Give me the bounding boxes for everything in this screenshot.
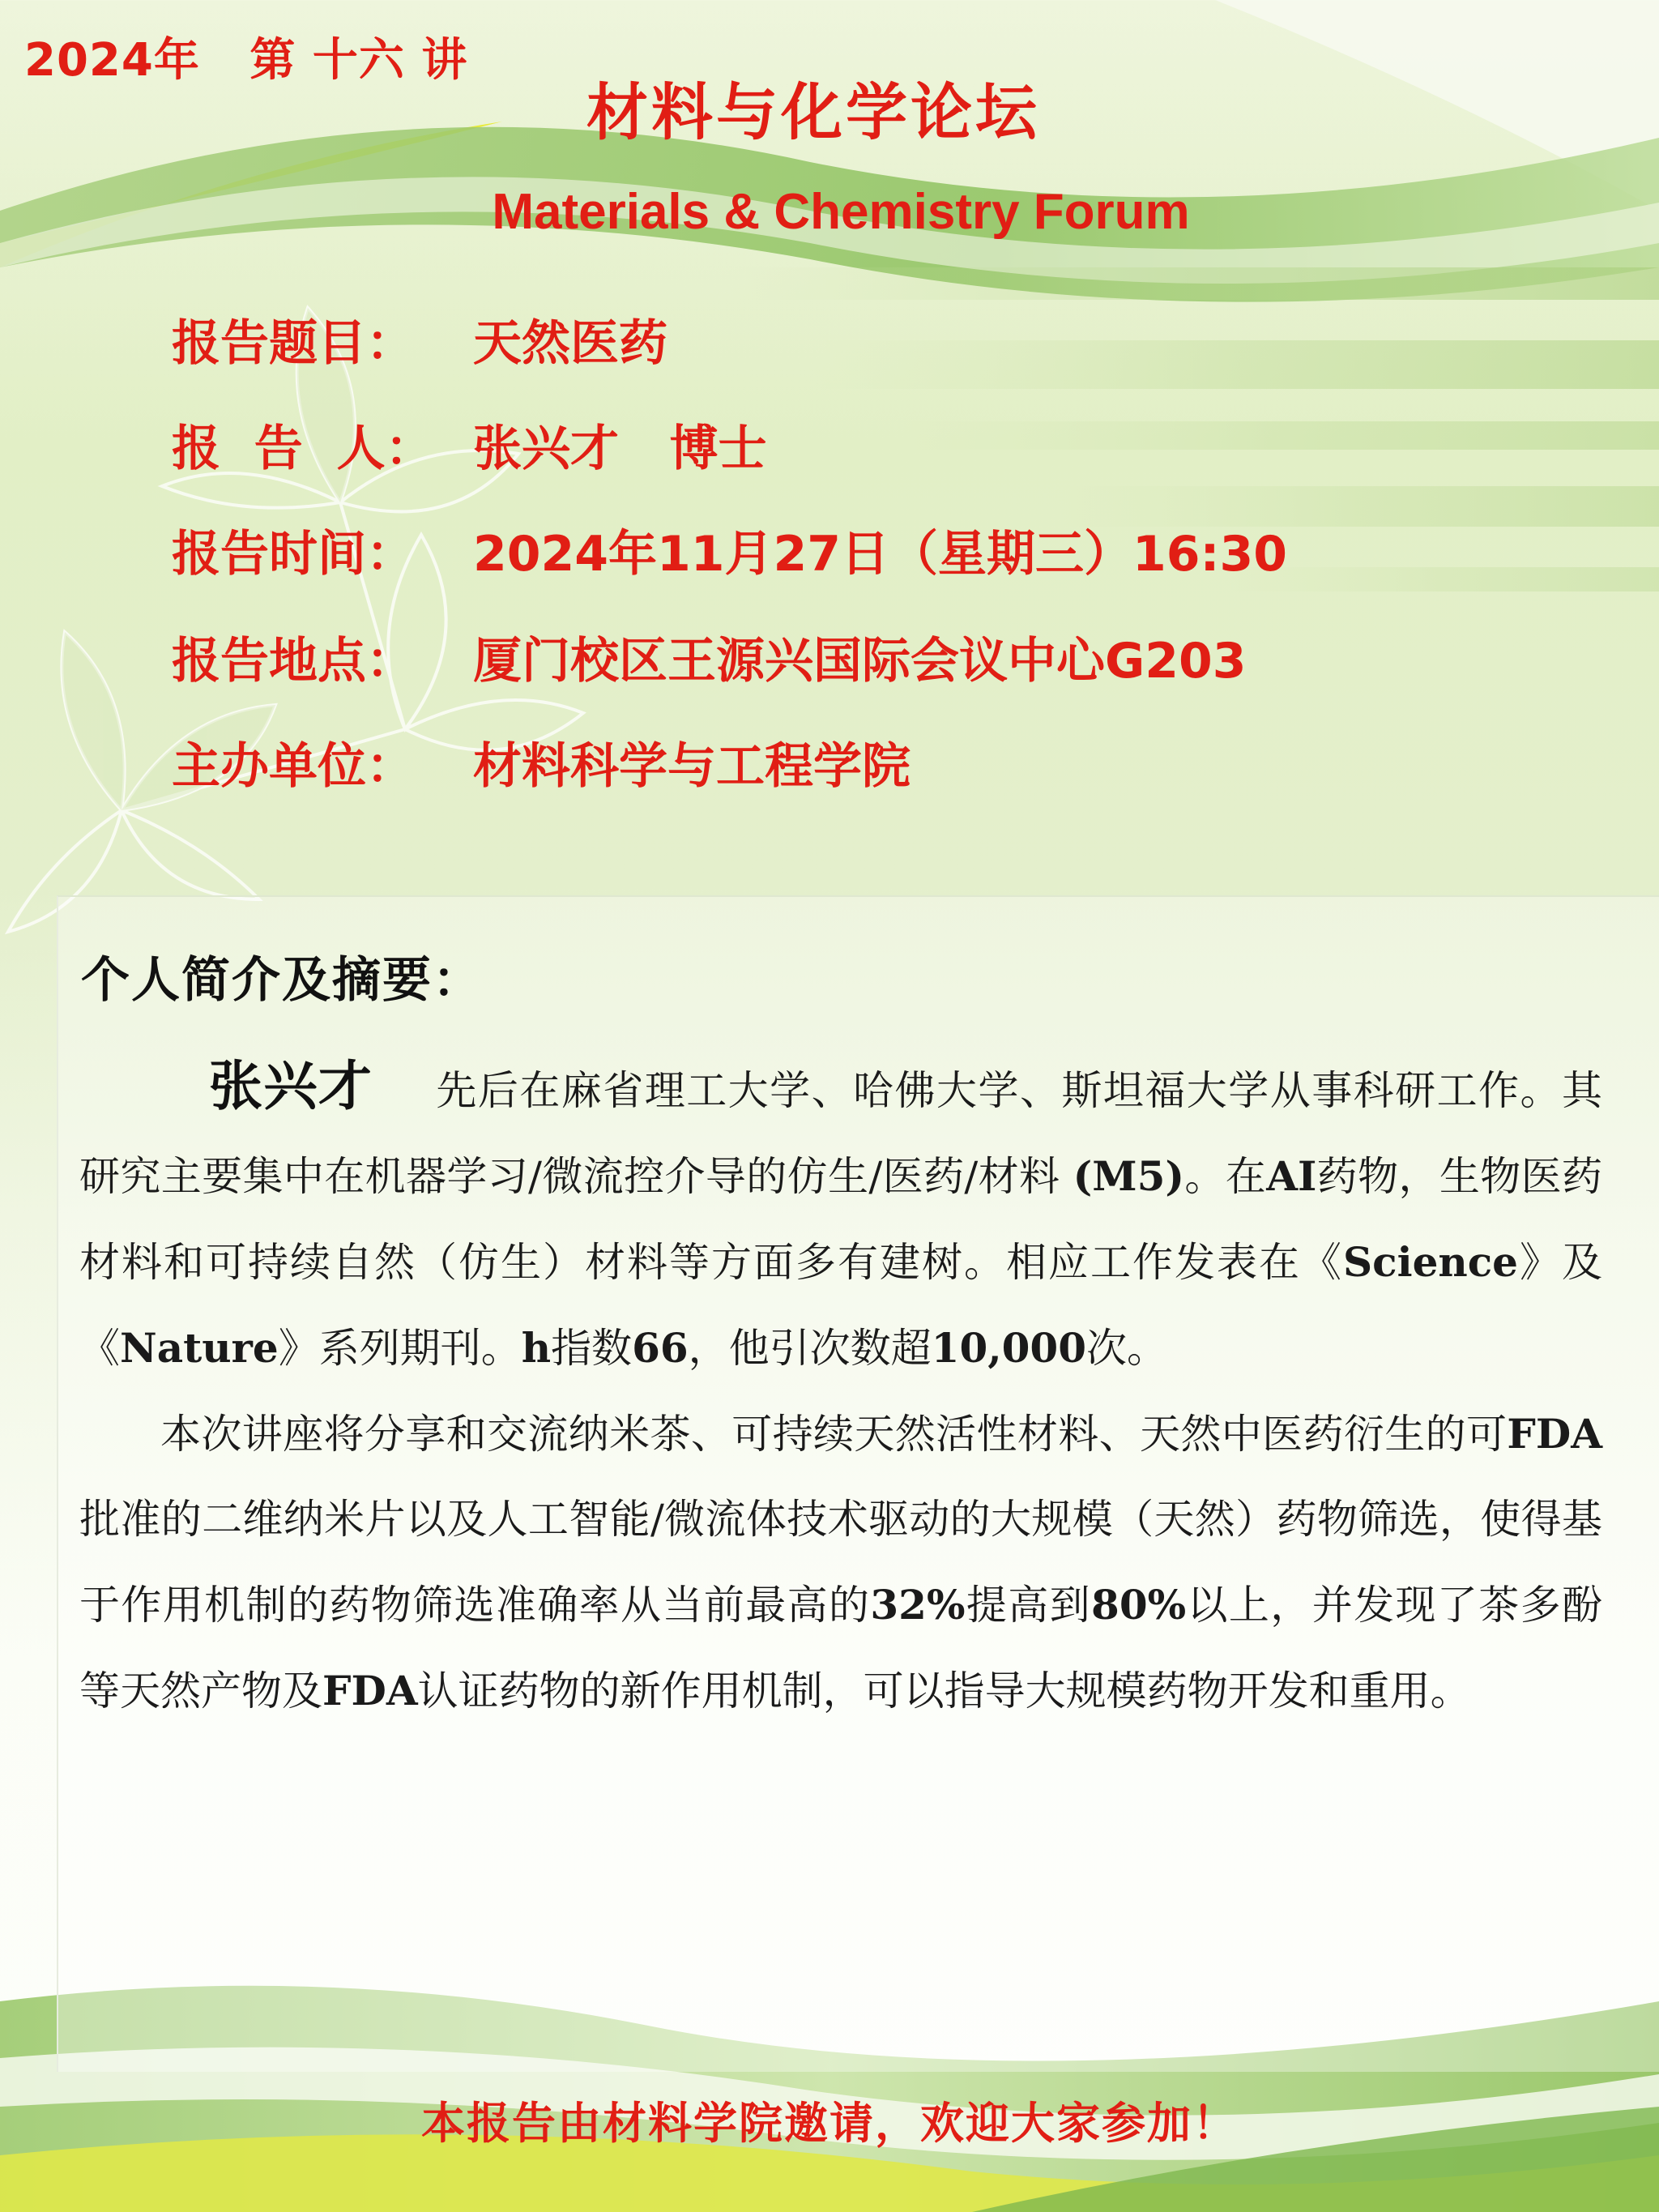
info-value: 2024年11月27日（星期三）16:30 [473, 526, 1287, 583]
text-run-bold: h [521, 1324, 552, 1372]
forum-title-text: 材料与化学论坛 [586, 76, 1040, 148]
text-run: 》及《 [79, 1239, 1603, 1372]
text-run: 。在 [1184, 1153, 1267, 1200]
text-run: 批准的二维纳米片以及人工智能/微流体技术驱动的大规模（天然）药物筛选，使得基于作用机制的药物筛选准确率从当前最高的 [79, 1496, 1602, 1629]
bio-paragraph [79, 1044, 1602, 1391]
forum-subtitle-text: Materials & Chemistry Forum [492, 184, 1190, 240]
text-run-bold: AI [1266, 1152, 1317, 1200]
info-row-venue [172, 622, 1247, 692]
info-value: 天然医药 [473, 315, 667, 372]
footer-invitation: 本报告由材料学院邀请，欢迎大家参加！ [421, 2098, 1238, 2149]
info-value: 厦门校区王源兴国际会议中心G203 [473, 633, 1247, 690]
text-run: ，他引次数超 [688, 1325, 932, 1372]
text-run: 药物，生物医药材料和可持续自然（仿生）材料等方面多有建树。相应工作发表在《 [79, 1153, 1603, 1286]
text-run: 指数 [551, 1325, 633, 1372]
text-run: 以上，并发现了茶多酚等天然产物及 [79, 1582, 1603, 1715]
text-run-bold: 66 [632, 1324, 689, 1372]
info-row-organizer [172, 728, 911, 797]
text-run-bold: 10,000 [931, 1324, 1087, 1372]
forum-title [0, 63, 1659, 152]
text-run: 本次讲座将分享和交流纳米茶、可持续天然活性材料、天然中医药衍生的可 [160, 1411, 1508, 1458]
forum-subtitle [0, 183, 1659, 241]
text-run: 认证药物的新作用机制，可以指导大规模药物开发和重用。 [417, 1668, 1471, 1715]
info-label: 报 告 人： [172, 421, 434, 477]
text-run-bold: FDA [1507, 1410, 1602, 1458]
text-run-bold: 32% [870, 1581, 966, 1629]
info-value: 张兴才 博士 [473, 421, 767, 477]
info-label: 报告题目： [172, 315, 415, 372]
text-run: 》系列期刊。 [278, 1325, 522, 1372]
text-run-bold: FDA [322, 1667, 418, 1715]
text-run: 先后在麻省理工大学、哈佛大学、斯坦福大学从事科研工作。其研究主要集中在机器学习/微流控介导的仿生/医药/材料 [79, 1067, 1603, 1200]
text-run-bold: 80% [1091, 1581, 1187, 1629]
info-row-topic [172, 305, 667, 374]
text-run: 提高到 [965, 1582, 1092, 1629]
text-run-bold: Science [1343, 1238, 1518, 1286]
lecture-number: 2024年 第 十六 讲 [24, 34, 468, 87]
info-label: 报告时间： [172, 526, 415, 583]
info-row-speaker [172, 410, 767, 480]
text-run-bold: (M5) [1073, 1152, 1185, 1200]
abstract-heading: 个人简介及摘要： [81, 952, 483, 1009]
text-run: 次。 [1086, 1325, 1168, 1372]
speaker-name: 张兴才 [209, 1055, 373, 1117]
info-row-time [172, 515, 1287, 585]
info-label: 报告地点： [172, 633, 415, 690]
info-label: 主办单位： [172, 738, 415, 795]
info-value: 材料科学与工程学院 [473, 738, 911, 795]
talk-abstract-paragraph [79, 1391, 1602, 1734]
text-run-bold: Nature [120, 1324, 279, 1372]
abstract-body [79, 1044, 1602, 1734]
